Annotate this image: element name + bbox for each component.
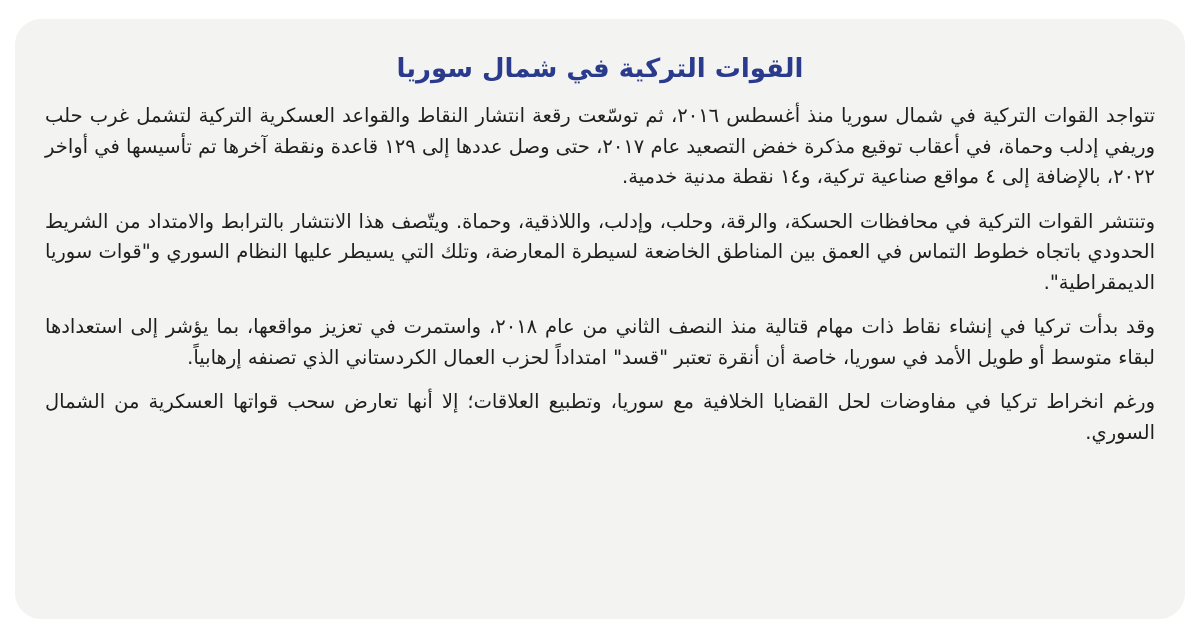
article-paragraph-4: ورغم انخراط تركيا في مفاوضات لحل القضايا الخلافية مع سوريا، وتطبيع العلاقات؛ إلا أنها تعارض سحب قواتها العسكرية من الشمال السوري. [45,390,1155,444]
article-paragraph-2: وتنتشر القوات التركية في محافظات الحسكة، والرقة، وحلب، وإدلب، واللاذقية، وحماة. ويتّصف هذا الانتشار بالترابط والامتداد من الشريط الحدودي باتجاه خطوط التماس في العمق بين المناطق الخاضعة لسيطرة المعارضة، وتلك التي يسيطر عليها النظام السوري و"قوات سوريا الديمقراطية". [45,209,1155,294]
article-card [15,19,1185,619]
article-paragraph-3: وقد بدأت تركيا في إنشاء نقاط ذات مهام قتالية منذ النصف الثاني من عام ٢٠١٨، واستمرت في تعزيز مواقعها، بما يؤشر إلى استعدادها لبقاء متوسط أو طويل الأمد في سوريا، خاصة أن أنقرة تعتبر "قسد" امتداداً لحزب العمال الكردستاني الذي تصنفه إرهابياً. [45,315,1155,369]
article-title: القوات التركية في شمال سوريا [396,54,804,84]
article-paragraph-1: تتواجد القوات التركية في شمال سوريا منذ أغسطس ٢٠١٦، ثم توسّعت رقعة انتشار النقاط والقواعد العسكرية التركية لتشمل غرب حلب وريفي إدلب وحماة، في أعقاب توقيع مذكرة خفض التصعيد عام ٢٠١٧، حتى وصل عددها إلى ١٢٩ قاعدة ونقطة آخرها تم تأسيسها في أواخر ٢٠٢٢، بالإضافة إلى ٤ مواقع صناعية تركية، و١٤ نقطة مدنية خدمية. [45,104,1155,188]
